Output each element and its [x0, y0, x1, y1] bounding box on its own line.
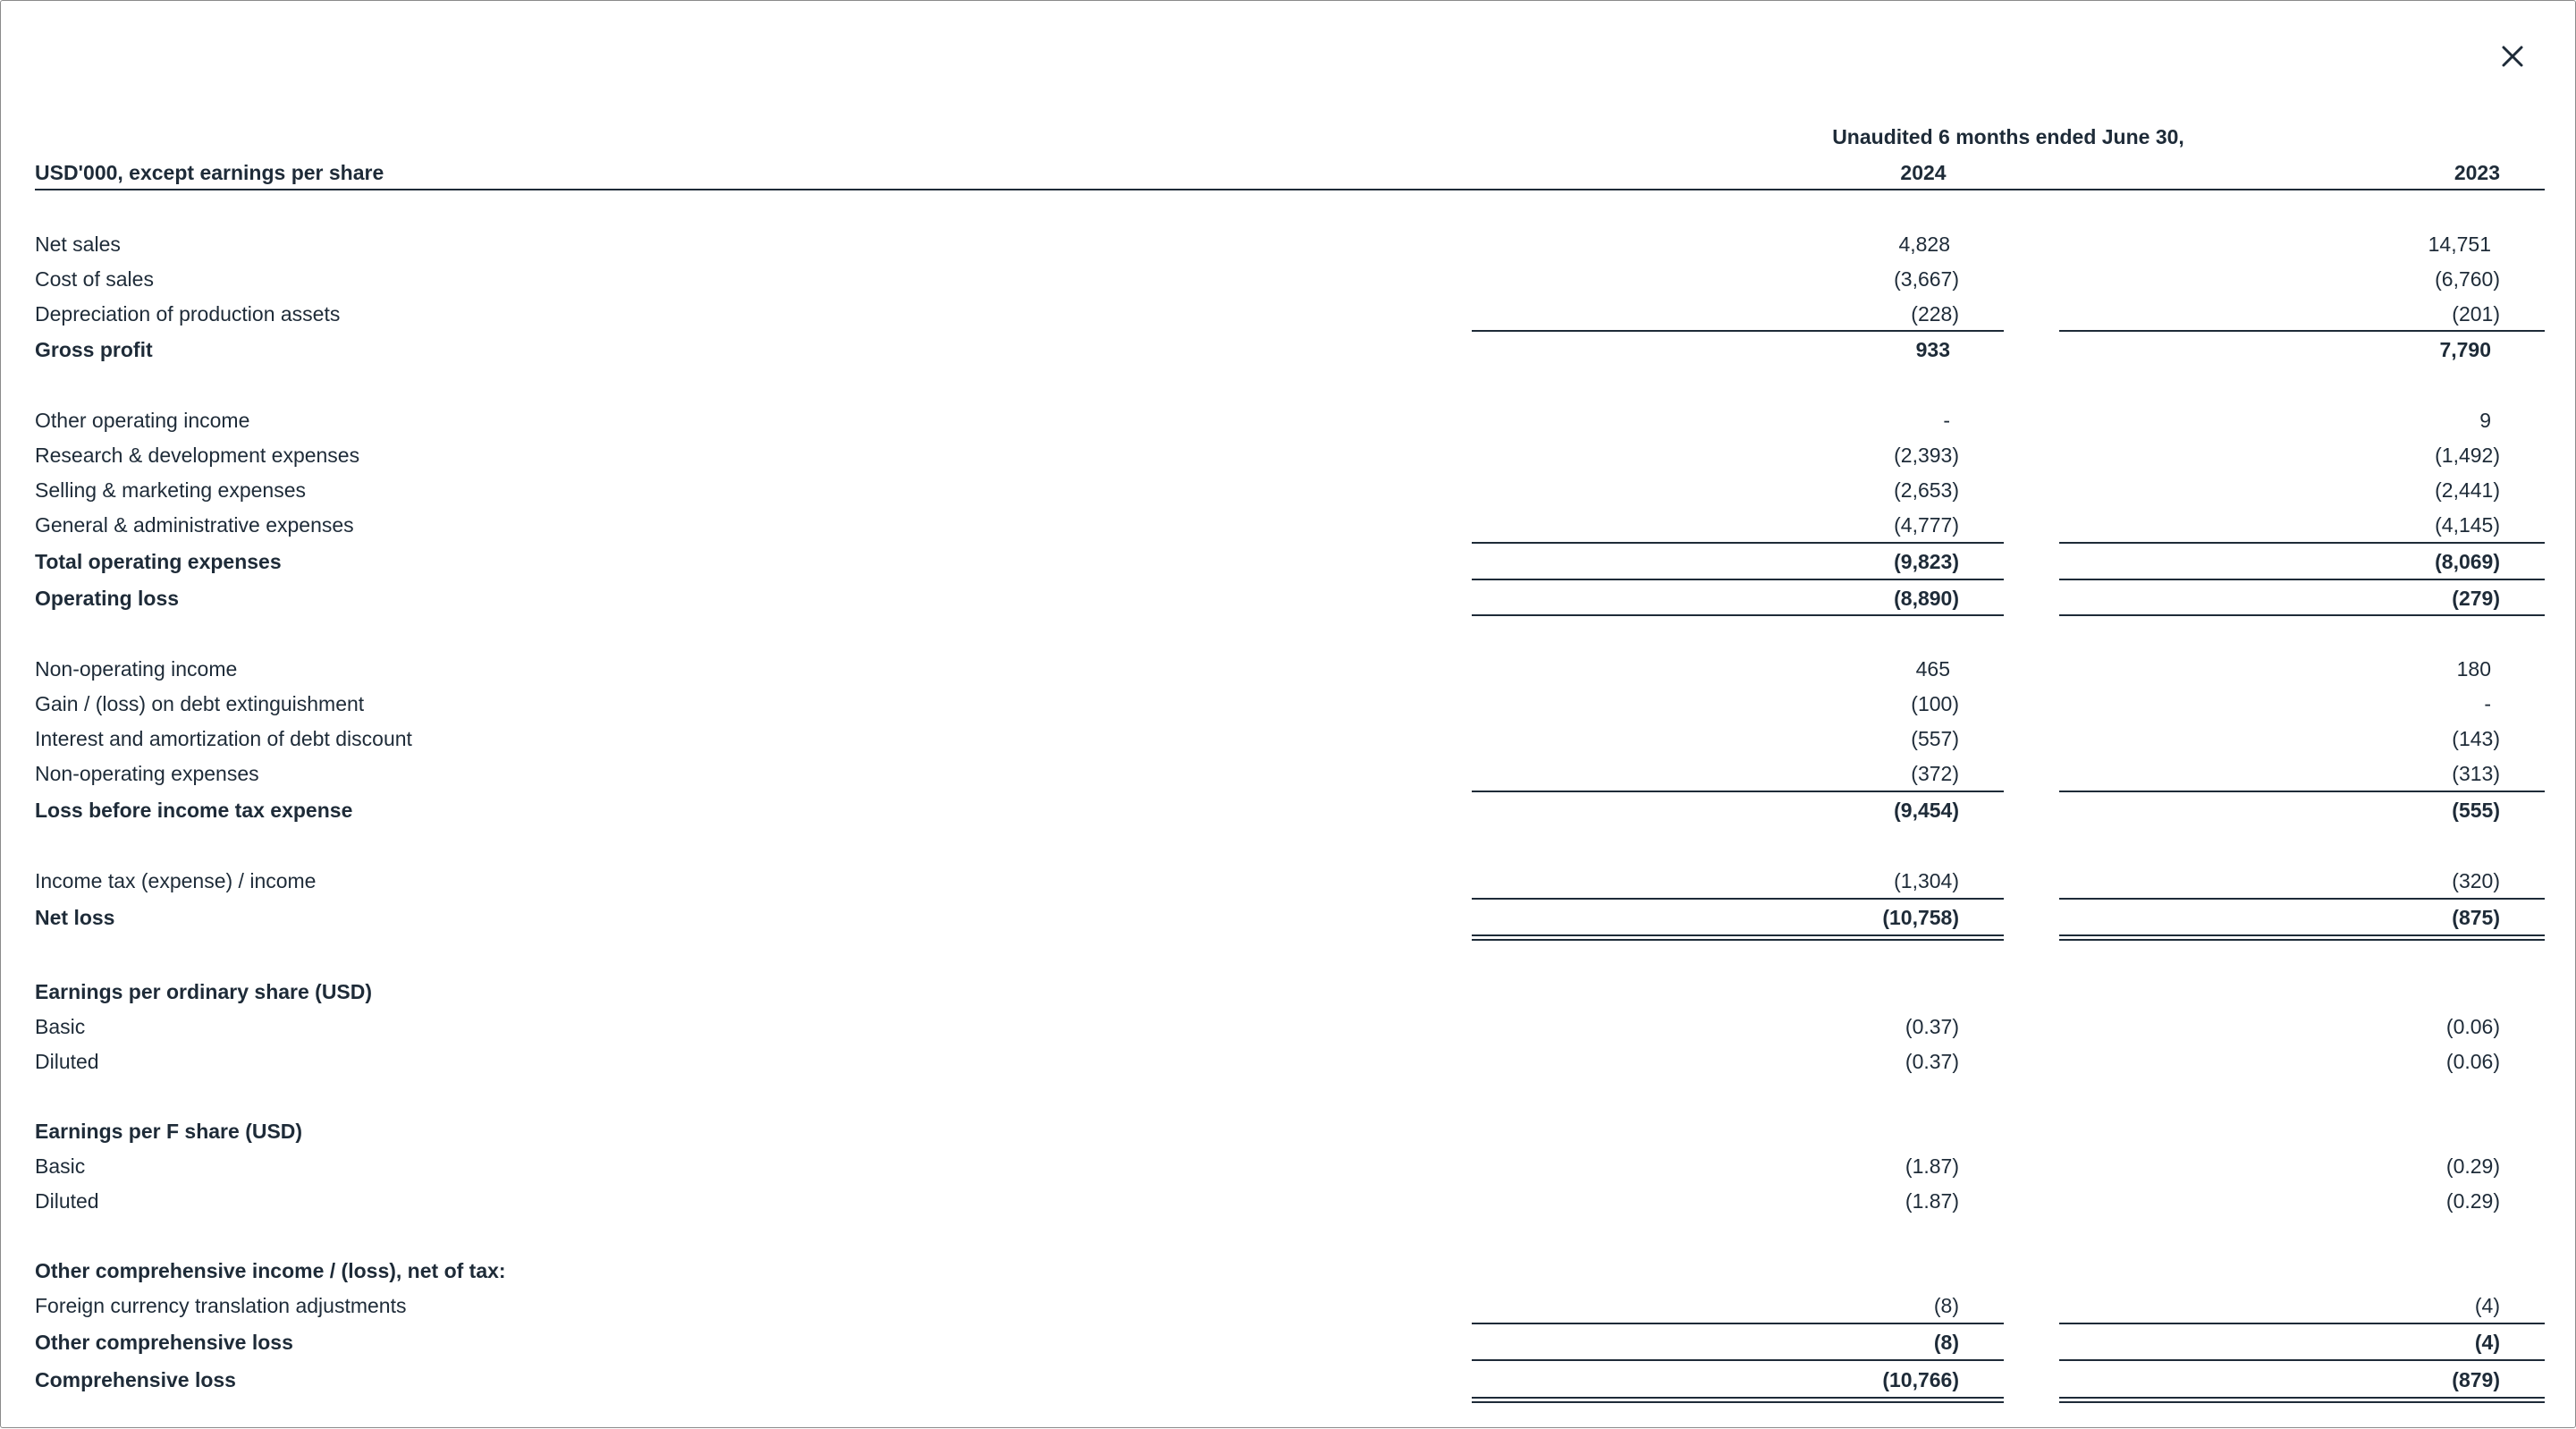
value-2023: (0.29)	[2445, 1154, 2500, 1178]
year-column-header-2023: 2023	[2454, 161, 2500, 184]
value-2023: (1,492)	[2435, 444, 2500, 467]
total-rule-2024	[1472, 898, 2004, 900]
total-rule-2024	[1472, 1359, 2004, 1361]
total-rule-2024	[1472, 579, 2004, 580]
statement-row-net-sales	[1, 226, 2576, 262]
total-rule-2024	[1472, 614, 2004, 616]
value-2023: 7,790	[2439, 338, 2491, 361]
value-2024: (10,758)	[1882, 906, 1959, 929]
total-rule-2023	[2059, 1359, 2545, 1361]
value-2023: (875)	[2452, 906, 2500, 929]
value-2023: (201)	[2452, 302, 2500, 326]
statement-row-gross-profit	[1, 332, 2576, 368]
row-label: Other comprehensive loss	[35, 1331, 293, 1354]
value-2024: (2,653)	[1894, 478, 1959, 502]
statement-row-cost-of-sales	[1, 261, 2576, 297]
value-2024: (557)	[1911, 727, 1959, 750]
statement-row-net-loss	[1, 900, 2576, 935]
statement-row-depreciation	[1, 296, 2576, 332]
row-label: Interest and amortization of debt discount	[35, 727, 412, 750]
value-2024: (4,777)	[1894, 513, 1959, 537]
statement-row-comprehensive-loss	[1, 1362, 2576, 1398]
value-2023: (4)	[2474, 1294, 2500, 1317]
row-label: Diluted	[35, 1050, 99, 1073]
value-2023: (4,145)	[2435, 513, 2500, 537]
total-rule-2024	[1472, 330, 2004, 332]
statement-row-other-operating-income	[1, 402, 2576, 438]
row-label: Foreign currency translation adjustments	[35, 1294, 407, 1317]
row-label: Basic	[35, 1154, 86, 1178]
value-2024: (8)	[1933, 1294, 1959, 1317]
value-2023: -	[2484, 692, 2491, 715]
statement-row-eps-ordinary-heading	[1, 974, 2576, 1010]
row-label: Earnings per F share (USD)	[35, 1120, 303, 1143]
total-rule-2023	[2059, 1323, 2545, 1324]
total-rule-2024	[1472, 1323, 2004, 1324]
statement-row-general-admin	[1, 507, 2576, 543]
row-label: Other comprehensive income / (loss), net of tax:	[35, 1259, 506, 1282]
value-2023: 9	[2479, 409, 2491, 432]
statement-row-interest-amortization	[1, 721, 2576, 757]
value-2024: (8)	[1933, 1331, 1959, 1354]
value-2023: (8,069)	[2435, 550, 2500, 573]
statement-row-other-comprehensive-loss	[1, 1324, 2576, 1360]
value-2024: (372)	[1911, 762, 1959, 785]
row-label: Non-operating income	[35, 657, 238, 681]
statement-row-income-tax	[1, 863, 2576, 899]
value-2024: (3,667)	[1894, 267, 1959, 291]
value-2024: (9,454)	[1894, 799, 1959, 822]
statement-row-selling-marketing	[1, 472, 2576, 508]
double-total-rule-2024	[1472, 934, 2004, 936]
statement-row-fx-translation	[1, 1288, 2576, 1323]
value-2023: (143)	[2452, 727, 2500, 750]
value-2024: (1,304)	[1894, 869, 1959, 892]
value-2023: (555)	[2452, 799, 2500, 822]
double-total-rule-2023	[2059, 1397, 2545, 1399]
value-2023: (6,760)	[2435, 267, 2500, 291]
statement-row-eps-f-heading	[1, 1113, 2576, 1149]
statement-row-eps-f-diluted	[1, 1183, 2576, 1219]
double-total-rule-2024	[1472, 1397, 2004, 1399]
row-label: Selling & marketing expenses	[35, 478, 306, 502]
value-2024: (8,890)	[1894, 587, 1959, 610]
year-column-header-2024: 2024	[1900, 161, 1947, 184]
total-rule-2023	[2059, 579, 2545, 580]
row-label: Gain / (loss) on debt extinguishment	[35, 692, 365, 715]
row-label: Net loss	[35, 906, 115, 929]
value-2024: (2,393)	[1894, 444, 1959, 467]
row-label: Total operating expenses	[35, 550, 282, 573]
row-label: Other operating income	[35, 409, 250, 432]
row-label: Operating loss	[35, 587, 180, 610]
value-2024: -	[1943, 409, 1950, 432]
statement-row-operating-loss	[1, 580, 2576, 616]
statement-row-oci-heading	[1, 1253, 2576, 1289]
total-rule-2023	[2059, 330, 2545, 332]
row-label: Diluted	[35, 1189, 99, 1213]
value-2023: (320)	[2452, 869, 2500, 892]
statement-row-eps-f-basic	[1, 1148, 2576, 1184]
statement-row-non-operating-income	[1, 651, 2576, 687]
value-2023: (279)	[2452, 587, 2500, 610]
row-label: Comprehensive loss	[35, 1368, 236, 1391]
value-2023: (0.06)	[2445, 1015, 2500, 1038]
value-2024: (228)	[1911, 302, 1959, 326]
double-total-rule-2023	[2059, 934, 2545, 936]
row-label: Loss before income tax expense	[35, 799, 353, 822]
row-label: Cost of sales	[35, 267, 154, 291]
total-rule-2024	[1472, 791, 2004, 792]
total-rule-2023	[2059, 791, 2545, 792]
value-2023: (0.29)	[2445, 1189, 2500, 1213]
value-2024: (1.87)	[1905, 1154, 1959, 1178]
row-label: Non-operating expenses	[35, 762, 259, 785]
value-2024: 4,828	[1898, 233, 1950, 256]
period-header: Unaudited 6 months ended June 30,	[1832, 125, 2184, 148]
value-2023: (2,441)	[2435, 478, 2500, 502]
row-label: Income tax (expense) / income	[35, 869, 317, 892]
value-2024: (100)	[1911, 692, 1959, 715]
value-2023: (879)	[2452, 1368, 2500, 1391]
row-label: Depreciation of production assets	[35, 302, 341, 326]
statement-row-eps-ordinary-basic	[1, 1009, 2576, 1044]
value-2023: 180	[2456, 657, 2491, 681]
row-label: Basic	[35, 1015, 86, 1038]
row-label: Net sales	[35, 233, 121, 256]
value-2024: (10,766)	[1882, 1368, 1959, 1391]
value-2023: (313)	[2452, 762, 2500, 785]
statement-row-rd-expenses	[1, 437, 2576, 473]
row-label: Research & development expenses	[35, 444, 360, 467]
value-2023: (0.06)	[2445, 1050, 2500, 1073]
statement-row-total-operating-expenses	[1, 544, 2576, 579]
value-2024: (1.87)	[1905, 1189, 1959, 1213]
units-header: USD'000, except earnings per share	[35, 161, 384, 184]
statement-row-non-operating-expenses	[1, 756, 2576, 791]
value-2023: (4)	[2474, 1331, 2500, 1354]
total-rule-2023	[2059, 614, 2545, 616]
statement-table	[1, 1, 2576, 1429]
value-2023: 14,751	[2428, 233, 2491, 256]
value-2024: (0.37)	[1905, 1015, 1959, 1038]
statement-row-loss-before-tax	[1, 792, 2576, 828]
value-2024: (0.37)	[1905, 1050, 1959, 1073]
value-2024: 465	[1915, 657, 1950, 681]
total-rule-2023	[2059, 542, 2545, 544]
value-2024: (9,823)	[1894, 550, 1959, 573]
row-label: Earnings per ordinary share (USD)	[35, 980, 373, 1003]
statement-row-debt-extinguishment	[1, 686, 2576, 722]
row-label: General & administrative expenses	[35, 513, 354, 537]
statement-row-eps-ordinary-diluted	[1, 1044, 2576, 1079]
total-rule-2023	[2059, 898, 2545, 900]
total-rule-2024	[1472, 542, 2004, 544]
value-2024: 933	[1915, 338, 1950, 361]
row-label: Gross profit	[35, 338, 153, 361]
